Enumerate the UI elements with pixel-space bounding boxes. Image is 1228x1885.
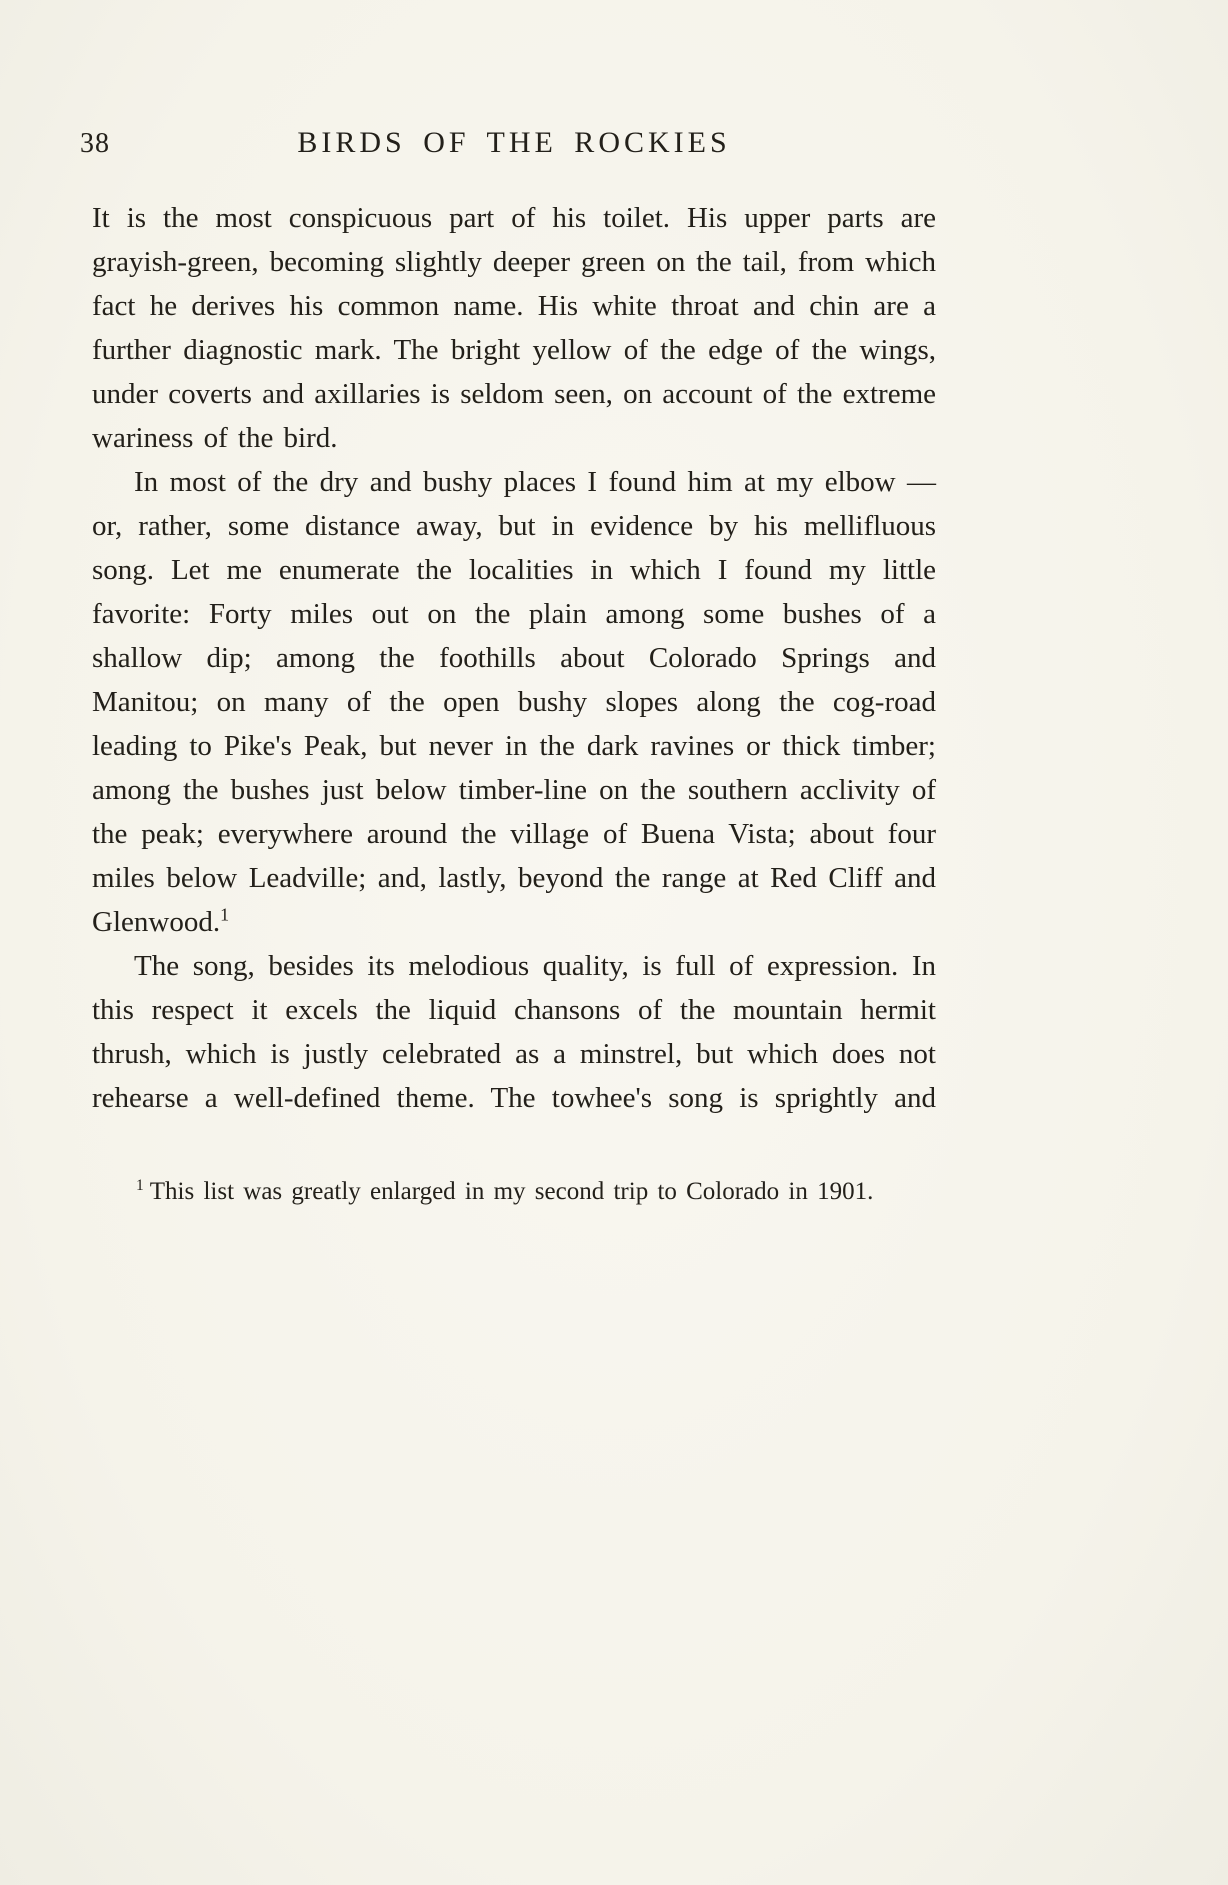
footnote-marker: 1 bbox=[136, 1176, 144, 1194]
paragraph bbox=[92, 944, 936, 1120]
running-title: BIRDS OF THE ROCKIES bbox=[297, 126, 731, 159]
paragraph-text: The song, besides its melodious quality, is full of expression. In this respect it excels the liquid chansons of the mountain hermit thrush, which is justly celebrated as a minstrel, but which does not rehearse a well-defined theme. The towhee's song is sprightly and bbox=[92, 950, 936, 1114]
page-number: 38 bbox=[80, 128, 110, 159]
paragraph bbox=[92, 196, 936, 460]
paragraph-text: It is the most conspicuous part of his toilet. His upper parts are grayish-green, becoming slightly deeper green on the tail, from which fact he derives his common name. His white throat and chin are a further diagnostic mark. The bright yellow of the edge of the wings, under coverts and axillaries is seldom seen, on account of the extreme wariness of the bird. bbox=[92, 202, 936, 454]
footnote-text: This list was greatly enlarged in my second trip to Colorado in 1901. bbox=[149, 1178, 874, 1205]
text-block bbox=[92, 196, 936, 1211]
paragraph-text: In most of the dry and bushy places I found him at my elbow — or, rather, some distance away, but in evidence by his mellifluous song. Let me enumerate the localities in which I found my little favorite: Forty miles out on the plain among some bushes of a shallow dip; among the foothills about Colorado Springs and Manitou; on many of the open bushy slopes along the cog-road leading to Pike's Peak, but never in the dark ravines or thick timber; among the bushes just below timber-line on the southern acclivity of the peak; everywhere around the village of Buena Vista; about four miles below Leadville; and, lastly, beyond the range at Red Cliff and Glenwood. bbox=[92, 466, 936, 938]
footnote-reference: 1 bbox=[220, 904, 230, 925]
footnote bbox=[92, 1172, 936, 1211]
paragraph bbox=[92, 460, 936, 944]
page-header bbox=[80, 126, 936, 166]
